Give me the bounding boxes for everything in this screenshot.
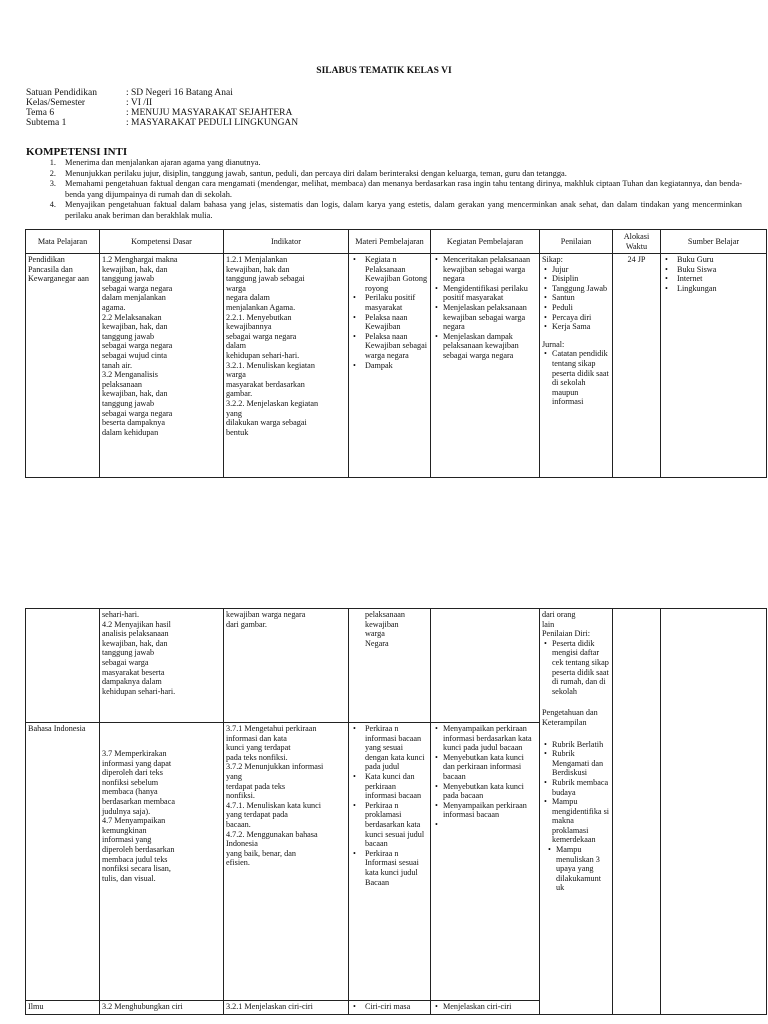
activity-cell [431, 609, 540, 723]
list-item: • Menjelaskan dampak pelaksanaan kewajiban sebagai warga negara [443, 332, 537, 361]
item-text: Menyajikan pengetahuan faktual dalam bahasa yang jelas, sistematis dan logis, dalam karya yang estetis, dalam gerakan yang mencerminkan anak sehat, dan dalam tindakan yang mencerminkan perilaku anak beriman dan berakhlak mulia. [65, 200, 742, 220]
assessment-cell [540, 609, 613, 1015]
syllabus-table-part-1 [25, 229, 767, 478]
column-header: Mata Pelajaran [26, 230, 100, 254]
list-item: • Buku Guru [677, 255, 764, 265]
list-item: • Santun [552, 293, 610, 303]
time-allocation-cell [613, 609, 661, 1015]
meta-value: : MASYARAKAT PEDULI LINGKUNGAN [126, 118, 299, 128]
list-item: • Dampak [365, 361, 428, 371]
column-header: Sumber Belajar [661, 230, 767, 254]
list-item: • Tanggung Jawab [552, 284, 610, 294]
list-item: • Kerja Sama [552, 322, 610, 332]
list-item: • Menjelaskan ciri-ciri [443, 1002, 537, 1012]
material-cell [349, 1001, 431, 1015]
item-number: 3. [49, 179, 56, 189]
list-item: • Mampu menuliskan 3 upaya yang dilakukamunt uk [556, 845, 610, 893]
list-item: • Mampu mengidentifika si makna proklamasi kemerdekaan [552, 797, 610, 845]
assessment-cell [540, 254, 613, 478]
table-row [26, 254, 767, 478]
item-text: Memahami pengetahuan faktual dengan cara mengamati (mendengar, melihat, membaca) dan menanya berdasarkan rasa ingin tahu tentang dirinya, makhluk ciptaan Tuhan dan kegiatannya, dan benda-benda yang dijumpainya di rumah dan di sekolah. [65, 179, 742, 199]
list-item: • Menyebutkan kata kunci dan perkiraan informasi bacaan [443, 753, 537, 782]
indicator-cell: kewajiban warga negara dari gambar. [224, 609, 349, 723]
list-item: • Perilaku positif masyarakat [365, 293, 428, 312]
list-item: • Menyebutkan kata kunci pada bacaan [443, 782, 537, 801]
meta-row-school [26, 88, 298, 98]
assessment-continued: dari orang lain Penilaian Diri: [542, 610, 590, 639]
list-item: • Percaya diri [552, 313, 610, 323]
basic-competence-cell: 3.7 Memperkirakan informasi yang dapat diperoleh dari teks nonfiksi sebelum membaca (hanya berdasarkan membaca judulnya saja). 4.7 Menyampaikan kemungkinan informasi yang diperoleh berdasarkan membaca judul teks nonfiksi secara lisan, tulis, dan visual. [100, 723, 224, 1001]
list-item: • Pelaksa naan Kewajiban sebagai warga negara [365, 332, 428, 361]
table-row [26, 609, 767, 723]
document-title: SILABUS TEMATIK KELAS VI [316, 66, 452, 76]
column-header: Penilaian [540, 230, 613, 254]
list-item: • Mengidentifikasi perilaku positif masyarakat [443, 284, 537, 303]
list-item: • Catatan pendidik tentang sikap peserta didik saat di sekolah maupun informasi [552, 349, 610, 407]
list-item: • Lingkungan [677, 284, 764, 294]
list-item: • Menjelaskan pelaksanaan kewajiban sebagai warga negara [443, 303, 537, 332]
indicator-cell: 3.2.1 Menjelaskan ciri-ciri [224, 1001, 349, 1015]
journal-label: Jurnal: [542, 339, 565, 349]
list-item: • Buku Siswa [677, 265, 764, 275]
activity-cell [431, 723, 540, 1001]
subject-cell: Ilmu [26, 1001, 100, 1015]
list-item: • Disiplin [552, 274, 610, 284]
list-item: • Menyampaikan perkiraan informasi berdasarkan kata kunci pada judul bacaan [443, 724, 537, 753]
subject-cell: Pendidikan Pancasila dan Kewarganegar aan [26, 254, 100, 478]
list-item [26, 200, 742, 221]
list-item [26, 179, 742, 200]
list-item: • Perkiraa n Informasi sesuai kata kunci judul Bacaan [365, 849, 428, 887]
meta-row-theme [26, 108, 298, 118]
list-item: • Kata kunci dan perkiraan informasi bacaan [365, 772, 428, 801]
list-item: • Pelaksa naan Kewajiban [365, 313, 428, 332]
table-header-row [26, 230, 767, 254]
list-item [26, 158, 742, 169]
item-number: 4. [49, 200, 56, 210]
material-cell: pelaksanaan kewajiban warga Negara [349, 609, 431, 723]
core-competence-heading: KOMPETENSI INTI [26, 146, 128, 158]
identity-block [26, 88, 298, 128]
indicator-cell: 1.2.1 Menjalankan kewajiban, hak dan tanggung jawab sebagai warga negara dalam menjalankan Agama. 2.2.1. Menyebutkan kewajibannya sebagai warga negara dalam kehidupan sehari-hari. 3.2.1. Menuliskan kegiatan warga masyarakat berdasarkan gambar. 3.2.2. Menjelaskan kegiatan yang dilakukan warga sebagai bentuk [224, 254, 349, 478]
syllabus-table-part-2 [25, 608, 767, 1015]
list-item: • Peduli [552, 303, 610, 313]
meta-row-class [26, 98, 298, 108]
meta-value: : MENUJU MASYARAKAT SEJAHTERA [126, 108, 293, 118]
meta-row-subtheme [26, 118, 298, 128]
meta-value: : SD Negeri 16 Batang Anai [126, 88, 233, 98]
activity-cell [431, 1001, 540, 1015]
activity-cell [431, 254, 540, 478]
meta-value: : VI /II [126, 98, 153, 108]
list-item: • Internet [677, 274, 764, 284]
material-cell [349, 254, 431, 478]
item-text: Menunjukkan perilaku jujur, disiplin, tanggung jawab, santun, peduli, dan percaya diri dalam berinteraksi dengan keluarga, teman, guru dan tetangga. [65, 168, 567, 178]
list-item: • Peserta didik mengisi daftar cek tentang sikap peserta didik saat di rumah, dan di sekolah [552, 639, 610, 697]
list-item [26, 169, 742, 180]
item-number: 1. [49, 158, 56, 167]
meta-label: Satuan Pendidikan [26, 88, 97, 98]
list-item: • Kegiata n Pelaksanaan Kewajiban Gotong royong [365, 255, 428, 293]
list-item: • Menceritakan pelaksanaan kewajiban sebagai warga negara [443, 255, 537, 284]
column-header: Kompetensi Dasar [100, 230, 224, 254]
list-item: • Perkiraa n informasi bacaan yang sesuai dengan kata kunci pada judul [365, 724, 428, 772]
column-header: Kegiatan Pembelajaran [431, 230, 540, 254]
column-header: Materi Pembelajaran [349, 230, 431, 254]
subject-cell: Bahasa Indonesia [26, 723, 100, 1001]
basic-competence-cell: 3.2 Menghubungkan ciri [100, 1001, 224, 1015]
meta-label: Kelas/Semester [26, 98, 86, 108]
attitude-label: Sikap: [542, 255, 563, 264]
basic-competence-cell: sehari-hari. 4.2 Menyajikan hasil analisis pelaksanaan kewajiban, hak, dan tanggung jawab sebagai warga masyarakat beserta dampaknya dalam kehidupan sehari-hari. [100, 609, 224, 723]
list-item: • Menyampaikan perkiraan informasi bacaan [443, 801, 537, 820]
knowledge-skill-label: Pengetahuan dan Keterampilan [542, 708, 598, 727]
meta-label: Subtema 1 [26, 118, 67, 128]
indicator-cell: 3.7.1 Mengetahui perkiraan informasi dan kata kunci yang terdapat pada teks nonfiksi. 3.7.2 Menunjukkan informasi yang terdapat pada teks nonfiksi. 4.7.1. Menuliskan kata kunci yang terdapat pada bacaan. 4.7.2. Menggunakan bahasa Indonesia yang baik, benar, dan efisien. [224, 723, 349, 1001]
item-text: Menerima dan menjalankan ajaran agama yang dianutnya. [65, 158, 261, 167]
list-item: • Ciri-ciri masa [365, 1002, 428, 1012]
learning-source-cell [661, 254, 767, 478]
learning-source-cell [661, 609, 767, 1015]
column-header: Indikator [224, 230, 349, 254]
list-item: • Rubrik Berlatih [552, 740, 610, 750]
meta-label: Tema 6 [26, 108, 55, 118]
column-header: Alokasi Waktu [613, 230, 661, 254]
list-item: • Rubrik Mengamati dan Berdiskusi [552, 749, 610, 778]
list-item: • Rubrik membaca budaya [552, 778, 610, 797]
list-item: • Jujur [552, 265, 610, 275]
basic-competence-cell: 1.2 Menghargai makna kewajiban, hak, dan tanggung jawab sebagai warga negara dalam menjalankan agama. 2.2 Melaksanakan kewajiban, hak, dan tanggung jawab sebagai warga negara sebagai wujud cinta tanah air. 3.2 Menganalisis pelaksanaan kewajiban, hak, dan tanggung jawab sebagai warga negara beserta dampaknya dalam kehidupan [100, 254, 224, 478]
item-number: 2. [49, 168, 56, 178]
material-cell [349, 723, 431, 1001]
list-item: • Perkiraa n proklamasi berdasarkan kata kunci sesuai judul bacaan [365, 801, 428, 849]
core-competence-list [26, 158, 742, 222]
time-allocation-cell: 24 JP [613, 254, 661, 478]
subject-cell [26, 609, 100, 723]
